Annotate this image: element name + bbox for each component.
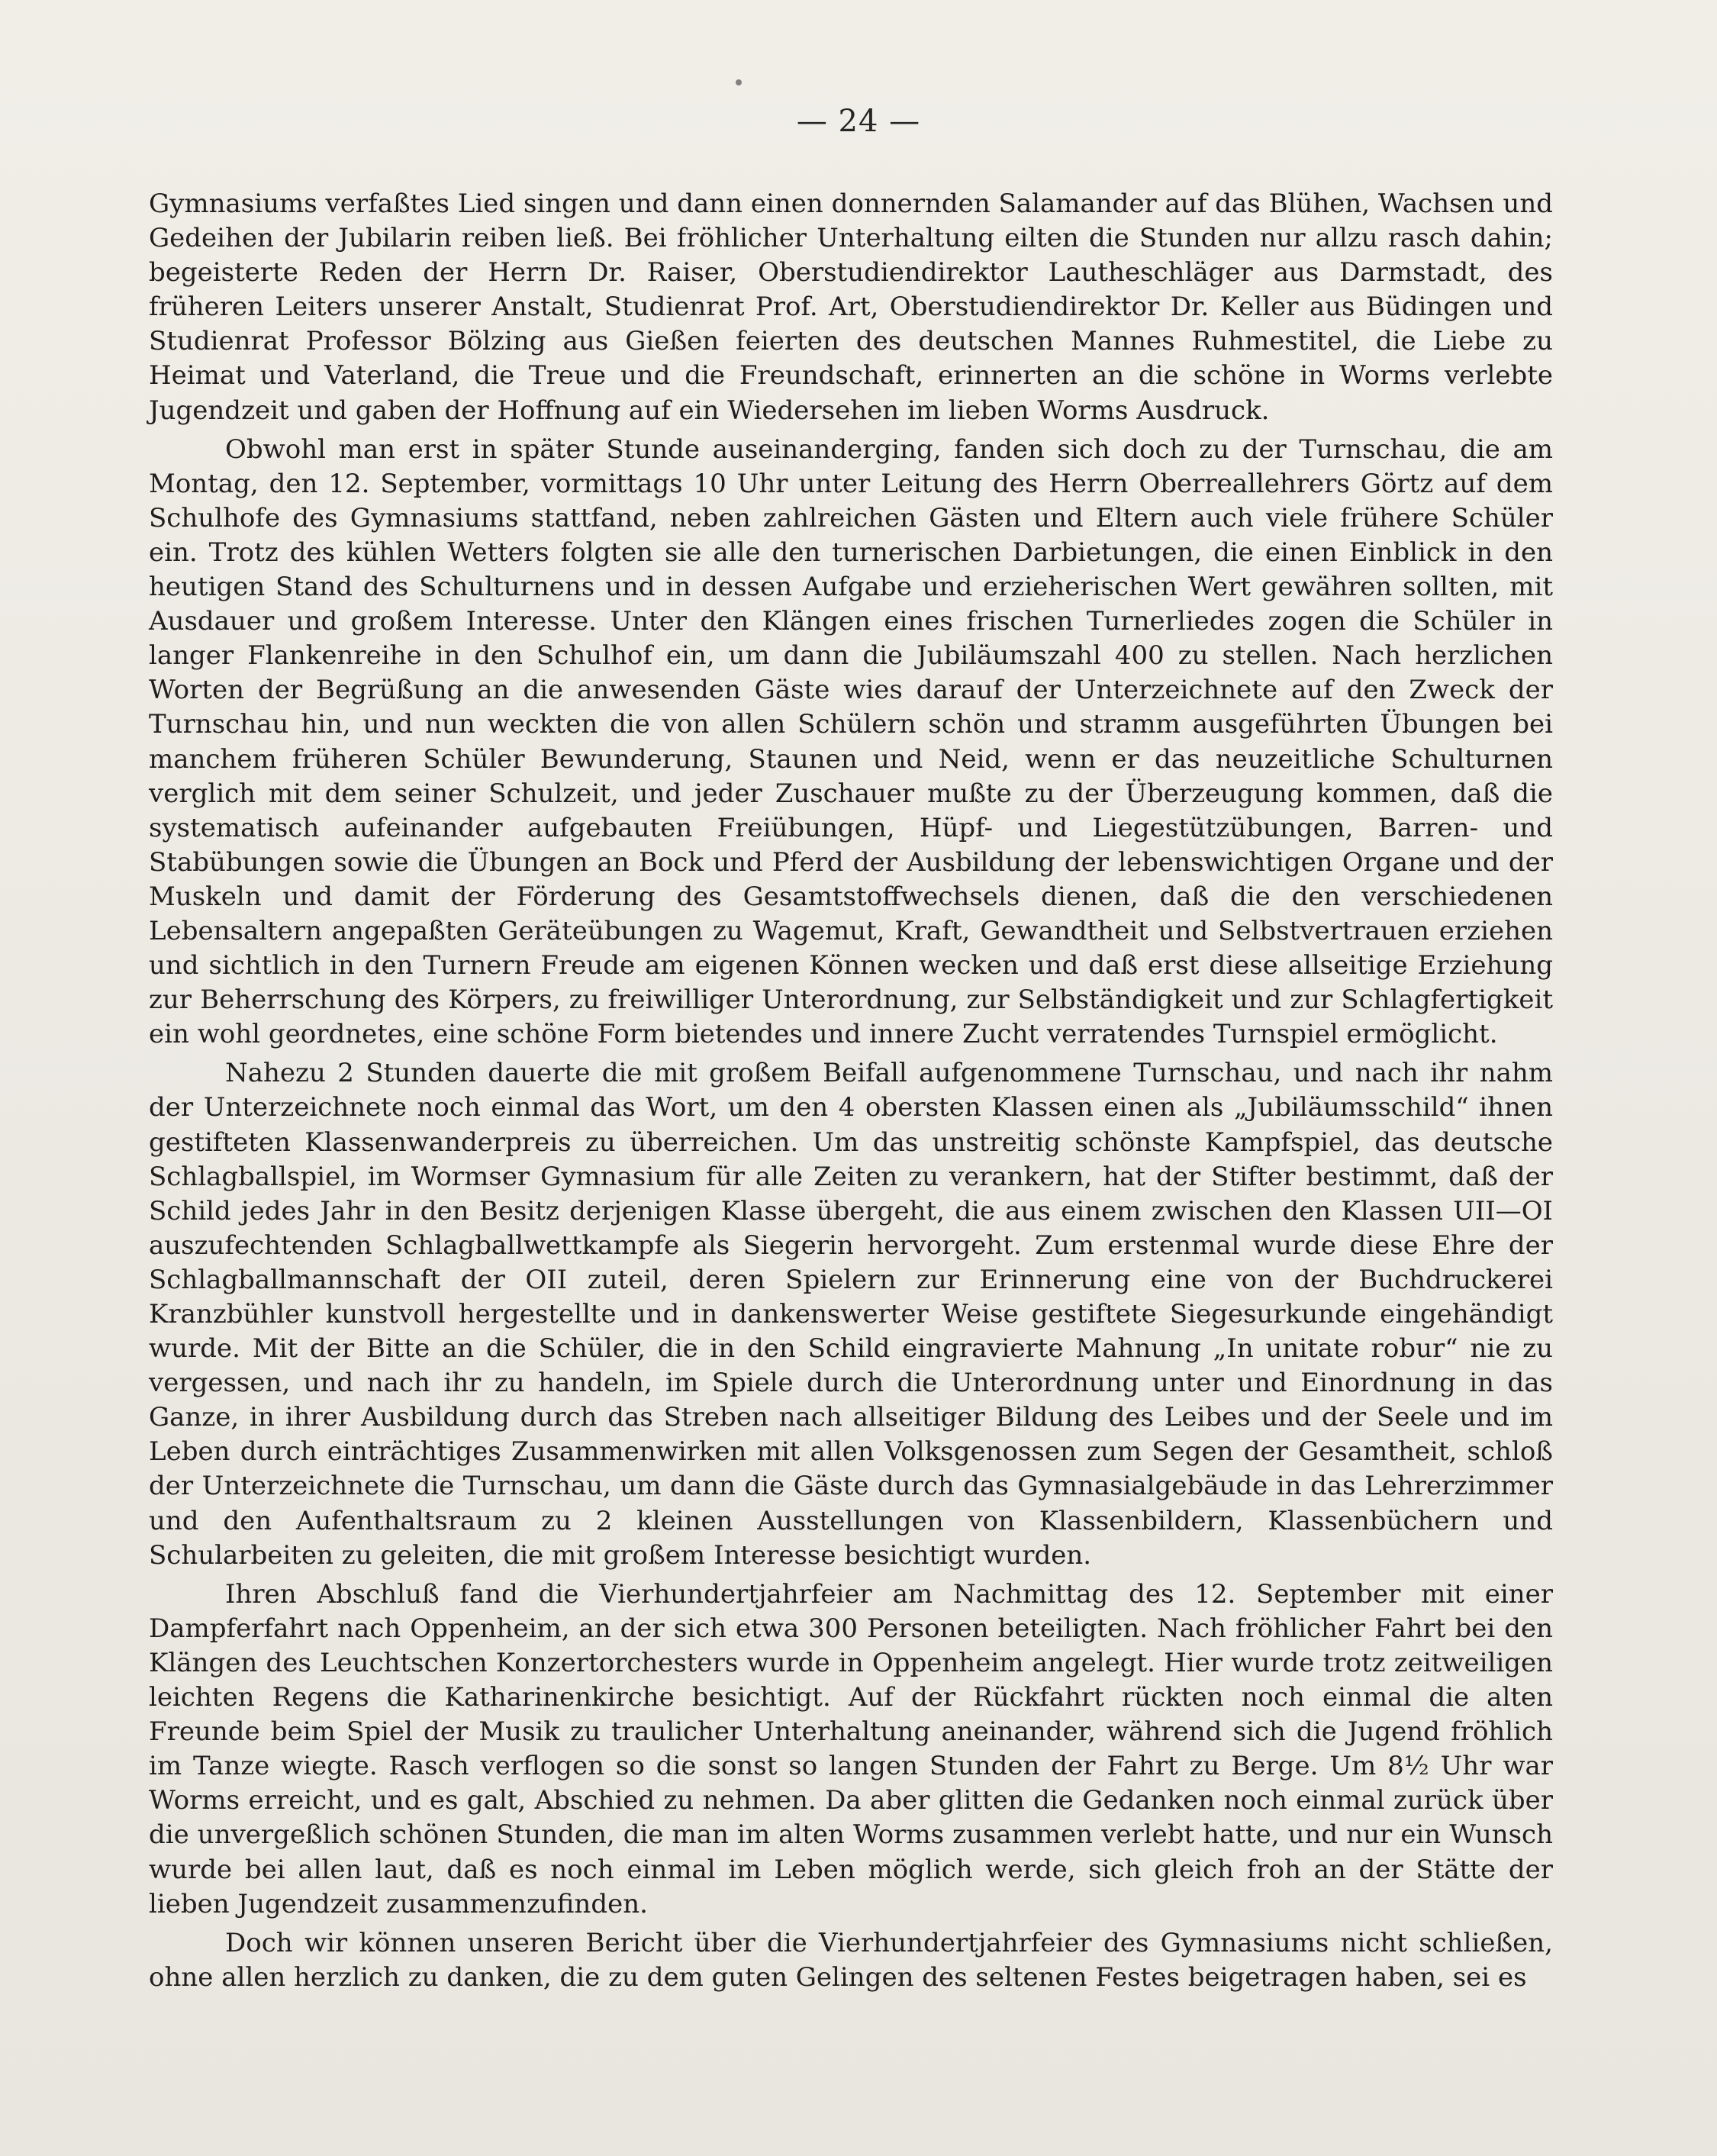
paragraph-3: Nahezu 2 Stunden dauerte die mit großem Beifall aufgenommene Turnschau, und nach ihr nahm der Unterzeichnete noch einmal das Wort, um den 4 obersten Klassen einen als „Jubiläumsschild“ ihnen gestifteten Klassenwanderpreis zu überreichen. Um das unstreitig schönste Kampfspiel, das deutsche Schlagballspiel, im Wormser Gymnasium für alle Zeiten zu verankern, hat der Stifter bestimmt, daß der Schild jedes Jahr in den Besitz derjenigen Klasse übergeht, die aus einem zwischen den Klassen UII—OI auszufechtenden Schlagballwettkampfe als Siegerin hervorgeht. Zum erstenmal wurde diese Ehre der Schlagballmannschaft der OII zuteil, deren Spielern zur Erinnerung eine von der Buchdruckerei Kranzbühler kunstvoll hergestellte und in dankenswerter Weise gestiftete Siegesurkunde eingehändigt wurde. Mit der Bitte an die Schüler, die in den Schild eingravierte Mahnung „In unitate robur“ nie zu vergessen, und nach ihr zu handeln, im Spiele durch die Unterordnung unter und Einordnung in das Ganze, in ihrer Ausbildung durch das Streben nach allseitiger Bildung des Leibes und der Seele und im Leben durch einträchtiges Zusammenwirken mit allen Volksgenossen zum Segen der Gesamtheit, schloß der Unterzeichnete die Turnschau, um dann die Gäste durch das Gymnasialgebäude in das Lehrerzimmer und den Aufenthaltsraum zu 2 kleinen Ausstellungen von Klassenbildern, Klassenbüchern und Schularbeiten zu geleiten, die mit großem Interesse besichtigt wurden. (149, 1058, 1553, 1571)
paragraph-4: Ihren Abschluß fand die Vierhundertjahrfeier am Nachmittag des 12. September mit einer Dampferfahrt nach Oppenheim, an der sich etwa 300 Personen beteiligten. Nach fröhlicher Fahrt bei den Klängen des Leuchtschen Konzertorchesters wurde in Oppenheim angelegt. Hier wurde trotz zeitweiligen leichten Regens die Katharinenkirche besichtigt. Auf der Rückfahrt rückten noch einmal die alten Freunde beim Spiel der Musik zu traulicher Unterhaltung aneinander, während sich die Jugend fröhlich im Tanze wiegte. Rasch verflogen so die sonst so langen Stunden der Fahrt zu Berge. Um 8½ Uhr war Worms erreicht, und es galt, Abschied zu nehmen. Da aber glitten die Gedanken noch einmal zurück über die unvergeßlich schönen Stunden, die man im alten Worms zusammen verlebt hatte, und nur ein Wunsch wurde bei allen laut, daß es noch einmal im Leben möglich werde, sich gleich froh an der Stätte der lieben Jugendzeit zusammenzufinden. (149, 1578, 1553, 1919)
paragraph-5: Doch wir können unseren Bericht über die Vierhundertjahrfeier des Gymnasiums nicht schließen, ohne allen herzlich zu danken, die zu dem guten Gelingen des seltenen Festes beigetragen haben, sei es (149, 1927, 1553, 1993)
paragraph-1: Gymnasiums verfaßtes Lied singen und dann einen donnernden Salamander auf das Blühen, Wachsen und Gedeihen der Jubilarin reiben ließ. Bei fröhlicher Unterhaltung eilten die Stunden nur allzu rasch dahin; begeisterte Reden der Herrn Dr. Raiser, Oberstudiendirektor Lautheschläger aus Darmstadt, des früheren Leiters unserer Anstalt, Studienrat Prof. Art, Oberstudiendirektor Dr. Keller aus Büdingen und Studienrat Professor Bölzing aus Gießen feierten des deutschen Mannes Ruhmestitel, die Liebe zu Heimat und Vaterland, die Treue und die Freundschaft, erinnerten an die schöne in Worms verlebte Jugendzeit und gaben der Hoffnung auf ein Wiedersehen im lieben Worms Ausdruck. (149, 189, 1553, 426)
page-number: — 24 — (796, 104, 921, 139)
paragraph-2: Obwohl man erst in später Stunde auseinanderging, fanden sich doch zu der Turnschau, die am Montag, den 12. September, vormittags 10 Uhr unter Leitung des Herrn Oberreallehrers Görtz auf dem Schulhofe des Gymnasiums stattfand, neben zahlreichen Gästen und Eltern auch viele frühere Schüler ein. Trotz des kühlen Wetters folgten sie alle den turnerischen Darbietungen, die einen Einblick in den heutigen Stand des Schulturnens und in dessen Aufgabe und erzieherischen Wert gewähren sollten, mit Ausdauer und großem Interesse. Unter den Klängen eines frischen Turnerliedes zogen die Schüler in langer Flankenreihe in den Schulhof ein, um dann die Jubiläumszahl 400 zu stellen. Nach herzlichen Worten der Begrüßung an die anwesenden Gäste wies darauf der Unterzeichnete auf den Zweck der Turnschau hin, und nun weckten die von allen Schülern schön und stramm ausgeführten Übungen bei manchem früheren Schüler Bewunderung, Staunen und Neid, wenn er das neuzeitliche Schulturnen verglich mit dem seiner Schulzeit, und jeder Zuschauer mußte zu der Überzeugung kommen, daß die systematisch aufeinander aufgebauten Freiübungen, Hüpf- und Liegestützübungen, Barren- und Stabübungen sowie die Übungen an Bock und Pferd der Ausbildung der lebenswichtigen Organe und der Muskeln und damit der Förderung des Gesamtstoffwechsels dienen, daß die den verschiedenen Lebensaltern angepaßten Geräteübungen zu Wagemut, Kraft, Gewandtheit und Selbstvertrauen erziehen und sichtlich in den Turnern Freude am eigenen Können wecken und daß erst diese allseitige Erziehung zur Beherrschung des Körpers, zu freiwilliger Unterordnung, zur Selbständigkeit und zur Schlagfertigkeit ein wohl geordnetes, eine schöne Form bietendes und innere Zucht verratendes Turnspiel ermöglicht. (149, 433, 1553, 1050)
ink-speck (736, 79, 742, 85)
body-text (149, 187, 1553, 1995)
